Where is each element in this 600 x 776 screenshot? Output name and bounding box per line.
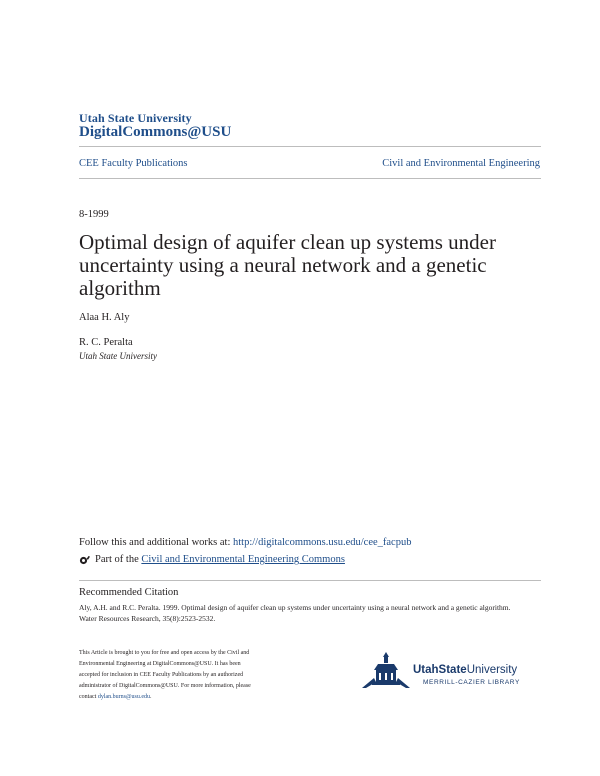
commons-link[interactable]: Civil and Environmental Engineering Commons [141,554,345,565]
recommended-citation-heading: Recommended Citation [79,587,179,598]
repository-name[interactable]: DigitalCommons@USU [79,124,232,140]
follow-line [79,537,411,548]
collection-url-link[interactable]: http://digitalcommons.usu.edu/cee_facpub [233,537,412,548]
citation-text: Aly, A.H. and R.C. Peralta. 1999. Optimal design of aquifer clean up systems under uncertainty using a neural network and a genetic algorithm. Water Resources Research, 35(8):2523-2532. [79,603,511,623]
notice-contact-prefix: contact [79,694,98,700]
header-divider-bottom [79,178,541,179]
author-1: Alaa H. Aly [79,312,130,323]
header-divider-top [79,146,541,147]
part-of-line [79,553,345,566]
publication-date: 8-1999 [79,209,109,220]
contact-email-link[interactable]: dylan.burns@usu.edu [97,694,151,700]
author-2-affiliation: Utah State University [79,351,157,361]
notice-contact-suffix: . [150,694,152,700]
follow-text: Follow this and additional works at: [79,537,233,548]
logo-wordmark [413,664,517,676]
open-access-icon [79,553,91,566]
logo-name-bold: UtahState [413,664,467,676]
notice-line-3: accepted for inclusion in CEE Faculty Publications by an authorized [79,672,244,678]
series-link-faculty-publications[interactable]: CEE Faculty Publications [79,158,188,169]
notice-line-4: administrator of DigitalCommons@USU. For more information, please [79,683,251,689]
notice-line-5 [79,692,299,703]
notice-line-2: Environmental Engineering at DigitalCommons@USU. It has been [79,661,241,667]
institution-name: Utah State University [79,111,192,125]
citation-divider [79,580,541,581]
logo-subtitle: MERRILL-CAZIER LIBRARY [423,679,520,686]
logo-name-rest: University [466,664,518,676]
author-2: R. C. Peralta [79,337,133,348]
series-link-department[interactable]: Civil and Environmental Engineering [382,158,540,169]
access-notice [79,648,299,703]
notice-line-1: This Article is brought to you for free and open access by the Civil and [79,650,250,656]
part-of-text: Part of the [95,554,139,565]
article-title: Optimal design of aquifer clean up systems under uncertainty using a neural network and a genetic algorithm [79,230,496,300]
